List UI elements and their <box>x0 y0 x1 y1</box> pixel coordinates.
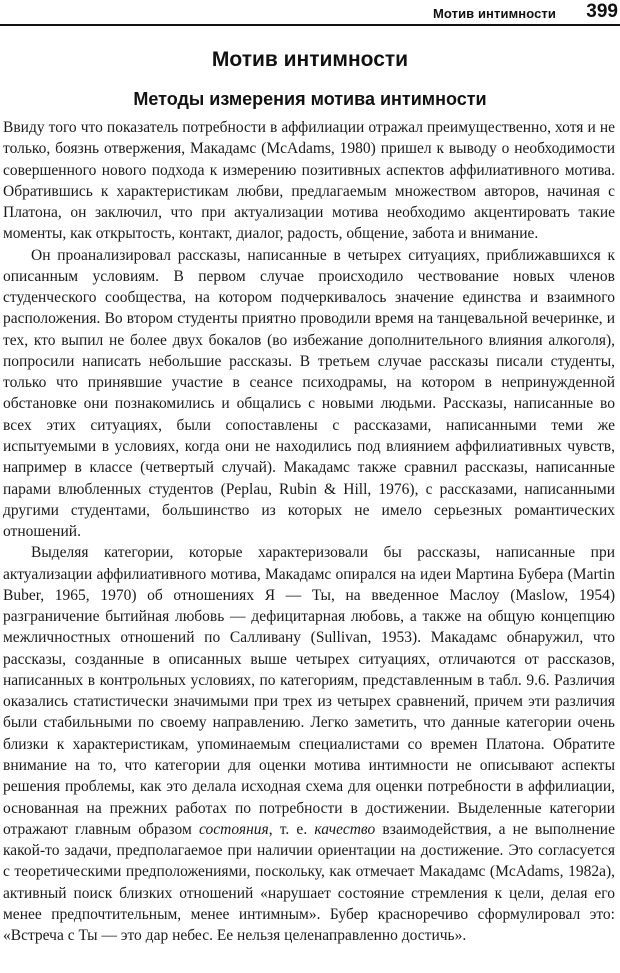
paragraph-3-emphasis-states: состояния <box>199 820 269 838</box>
page-number: 399 <box>586 1 618 22</box>
paragraph-3-text-c: взаимодействия, а не выполнение какой-то задачи, предполагаемое при наличии ориентации на достижение. Это согласуется с теоретическими предположениями, поскольку, как отмечает Макадамс (McAdams, 1982a), активный поиск близких отношений «нарушает состояние стремления к цели, делая его менее предпочтительным, менее интимным». Бубер красноречиво сформулировал это: «Встреча с Ты — это дар небес. Ее нельзя целенаправленно достичь». <box>3 820 615 945</box>
paragraph-2: Он проанализировал рассказы, написанные в четырех ситуациях, приближавшихся к описанным условиям. В первом случае происходило чествование новых членов студенческого сообщества, на котором подчеркивалось значение единства и взаимного расположения. Во втором студенты приятно проводили время на танцевальной вечеринке, и тех, кто выпил не более двух бокалов (во избежание дополнительного влияния алкоголя), попросили написать небольшие рассказы. В третьем случае рассказы писали студенты, только что принявшие участие в сеансе психодрамы, на котором в непринужденной обстановке они познакомились и общались с новыми людьми. Рассказы, написанные во всех этих ситуациях, были сопоставлены с рассказами, написанными теми же испытуемыми в условиях, когда они не находились под влиянием аффилиативных чувств, например в классе (четвертый случай). Макадамс также сравнил рассказы, написанные парами влюбленных студентов (Peplau, Rubin & Hill, 1976), с рассказами, написанными другими студентами, большинство из которых не имело серьезных романтических отношений. <box>3 246 615 541</box>
paragraph-3 <box>3 542 615 946</box>
paragraph-3-emphasis-quality: качество <box>314 820 376 838</box>
body-text <box>3 117 615 946</box>
paragraph-3-text-a: Выделяя категории, которые характеризовали бы рассказы, написанные при актуализации аффилиативного мотива, Макадамс опирался на идеи Мартина Бубера (Martin Buber, 1965, 1970) об отношениях Я — Ты, на введенное Маслоу (Maslow, 1954) разграничение бытийная любовь — дефицитарная любовь, а также на общую концепцию межличностных отношений по Салливану (Sullivan, 1953). Макадамс обнаружил, что рассказы, созданные в описанных выше четырех ситуациях, отличаются от рассказов, написанных в контрольных условиях, по категориям, представленным в табл. 9.6. Различия оказались статистически значимыми при трех из четырех сравнений, причем эти различия были стабильными по своему направлению. Легко заметить, что данные категории очень близки к характеристикам, упоминаемым специалистами со времен Платона. Обратите внимание на то, что категории для оценки мотива интимности не описывают аспекты решения проблемы, как это делала исходная схема для оценки потребности в аффилиации, основанная на прежних работах по потребности в достижении. Выделенные категории отражают главным образом <box>3 544 615 838</box>
paragraph-3-text-b: , т. е. <box>268 820 315 838</box>
paragraph-1: Ввиду того что показатель потребности в аффилиации отражал преимущественно, хотя и не только, боязнь отвержения, Макадамс (McAdams, 1980) пришел к выводу о необходимости совершенного нового подхода к измерению позитивных аспектов аффилиативного мотива. Обратившись к характеристикам любви, предлагаемым множеством авторов, начиная с Платона, он заключил, что при актуализации мотива необходимо акцентировать такие моменты, как открытость, контакт, диалог, радость, общение, забота и внимание. <box>3 119 615 243</box>
header-rule <box>0 24 620 26</box>
running-header <box>0 2 620 24</box>
running-header-title: Мотив интимности <box>432 6 556 21</box>
section-title: Мотив интимности <box>211 48 409 71</box>
subsection-title: Методы измерения мотива интимности <box>133 89 487 109</box>
